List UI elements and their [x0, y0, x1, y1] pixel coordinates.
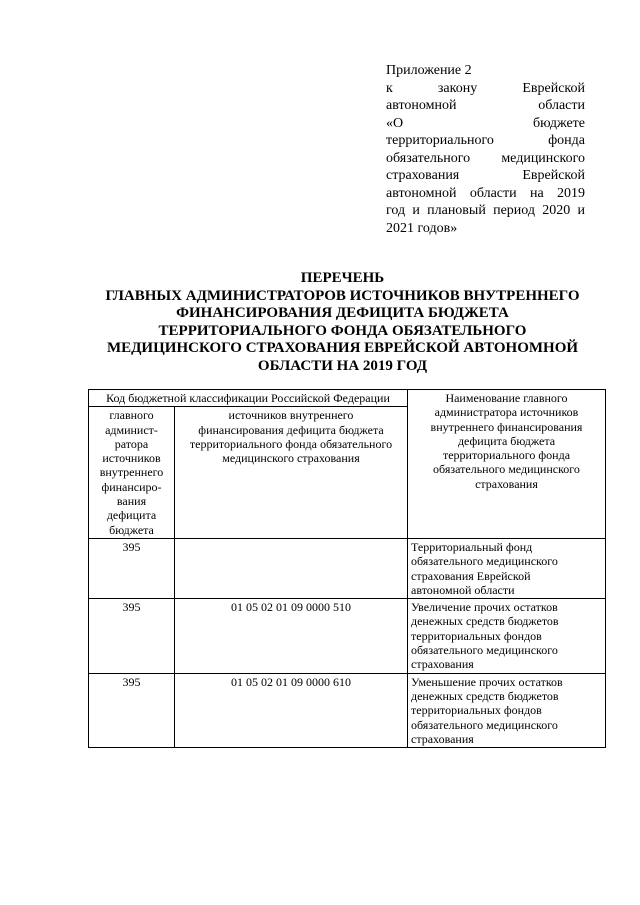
header-line: ратора — [114, 436, 149, 451]
name-line: денежных средств бюджетов — [411, 688, 559, 703]
appendix-line — [386, 150, 585, 168]
name-cell — [408, 673, 606, 747]
name-line: денежных средств бюджетов — [411, 614, 559, 629]
appendix-line — [386, 167, 585, 185]
appendix-word: и — [412, 203, 420, 218]
name-line: страхования Еврейской — [411, 568, 531, 583]
appendix-word: на — [529, 185, 544, 201]
appendix-word: Еврейской — [522, 80, 585, 96]
admin-column-header — [89, 407, 175, 539]
header-line: финансирования дефицита бюджета — [198, 422, 384, 437]
budget-code-group-header: Код бюджетной классификации Российской Федерации — [89, 390, 408, 407]
header-line: бюджета — [109, 522, 154, 537]
appendix-word: бюджете — [532, 115, 585, 131]
source-code-column-header — [175, 407, 408, 539]
appendix-word: Приложение 2 — [386, 63, 472, 78]
appendix-word: автономной — [386, 98, 457, 113]
header-line: дефицита бюджета — [457, 433, 556, 448]
table-row — [89, 599, 606, 673]
appendix-word: Еврейской — [522, 168, 585, 183]
document-title — [80, 270, 605, 375]
title-line: ТЕРРИТОРИАЛЬНОГО ФОНДА ОБЯЗАТЕЛЬНОГО — [158, 322, 527, 339]
source-code-cell — [175, 538, 408, 598]
title-line: ПЕРЕЧЕНЬ — [300, 270, 385, 286]
appendix-word: 2021 годов» — [386, 220, 458, 236]
appendix-header — [386, 62, 585, 237]
title-line: ГЛАВНЫХ АДМИНИСТРАТОРОВ ИСТОЧНИКОВ ВНУТРЕННЕГО — [105, 287, 580, 304]
source-code-cell: 01 05 02 01 09 0000 610 — [175, 673, 408, 747]
appendix-line — [386, 220, 585, 238]
appendix-word: период — [493, 203, 535, 218]
name-line: страхования — [411, 657, 474, 672]
title-line: МЕДИЦИНСКОГО СТРАХОВАНИЯ ЕВРЕЙСКОЙ АВТОНОМНОЙ — [106, 340, 579, 356]
header-line: территориального фонда обязательного — [189, 436, 393, 451]
appendix-line — [386, 185, 585, 203]
appendix-line — [386, 132, 585, 150]
name-line: территориальных фондов — [411, 628, 542, 643]
header-line: внутреннего финансирования — [430, 419, 583, 434]
admin-code-cell: 395 — [89, 673, 175, 747]
name-line: Уменьшение прочих остатков — [411, 674, 563, 689]
appendix-line — [386, 97, 585, 115]
header-line: страхования — [475, 476, 538, 491]
appendix-line — [386, 80, 585, 98]
header-line: Наименование главного — [445, 391, 568, 405]
name-line: обязательного медицинского — [411, 643, 558, 658]
appendix-word: фонда — [548, 133, 585, 148]
appendix-line — [386, 62, 585, 80]
appendix-word: обязательного — [386, 150, 471, 166]
header-line: внутреннего — [99, 465, 164, 480]
appendix-word: «О — [386, 115, 404, 131]
appendix-word: закону — [437, 80, 478, 96]
source-code-cell: 01 05 02 01 09 0000 510 — [175, 599, 408, 673]
header-line: дефицита — [106, 508, 157, 523]
appendix-word: 2020 — [542, 203, 571, 218]
title-line: ФИНАНСИРОВАНИЯ ДЕФИЦИТА БЮДЖЕТА — [176, 305, 509, 321]
name-line: обязательного медицинского — [411, 554, 558, 569]
header-line: медицинского страхования — [222, 451, 360, 466]
title-line: ОБЛАСТИ НА 2019 ГОД — [257, 357, 428, 374]
admin-code-cell: 395 — [89, 599, 175, 673]
appendix-word: территориального — [386, 133, 494, 148]
table-row — [89, 673, 606, 747]
header-line: главного — [109, 408, 154, 423]
appendix-word: области — [538, 98, 585, 113]
header-line: вания — [116, 494, 147, 509]
appendix-word: и — [577, 203, 585, 218]
appendix-word: медицинского — [501, 150, 585, 166]
header-line: обязательного медицинского — [433, 462, 580, 477]
header-line: финансиро- — [101, 479, 162, 494]
table-row — [89, 538, 606, 598]
name-cell — [408, 599, 606, 673]
appendix-line — [386, 115, 585, 133]
admin-code-cell: 395 — [89, 538, 175, 598]
appendix-word: страхования — [386, 168, 460, 183]
name-line: обязательного медицинского — [411, 717, 558, 732]
name-column-header — [408, 390, 606, 539]
appendix-word: плановый — [427, 203, 486, 218]
appendix-line — [386, 202, 585, 220]
header-line: администратора источников — [434, 405, 579, 420]
name-cell — [408, 538, 606, 598]
header-line: админист- — [105, 422, 158, 437]
appendix-word: автономной — [386, 185, 457, 201]
header-line: источников внутреннего — [228, 408, 354, 423]
header-line: источников — [102, 451, 161, 466]
appendix-word: области — [469, 185, 517, 201]
name-line: Увеличение прочих остатков — [411, 600, 558, 615]
appendix-word: 2019 — [557, 185, 585, 201]
name-line: страхования — [411, 731, 474, 746]
header-line: территориального фонда — [442, 448, 571, 463]
name-line: Территориальный фонд — [411, 539, 533, 554]
administrators-table — [88, 389, 606, 748]
name-line: территориальных фондов — [411, 703, 542, 718]
appendix-word: к — [386, 80, 393, 96]
table-header-row — [89, 390, 606, 407]
name-line: автономной области — [411, 582, 515, 597]
appendix-word: год — [386, 203, 406, 218]
